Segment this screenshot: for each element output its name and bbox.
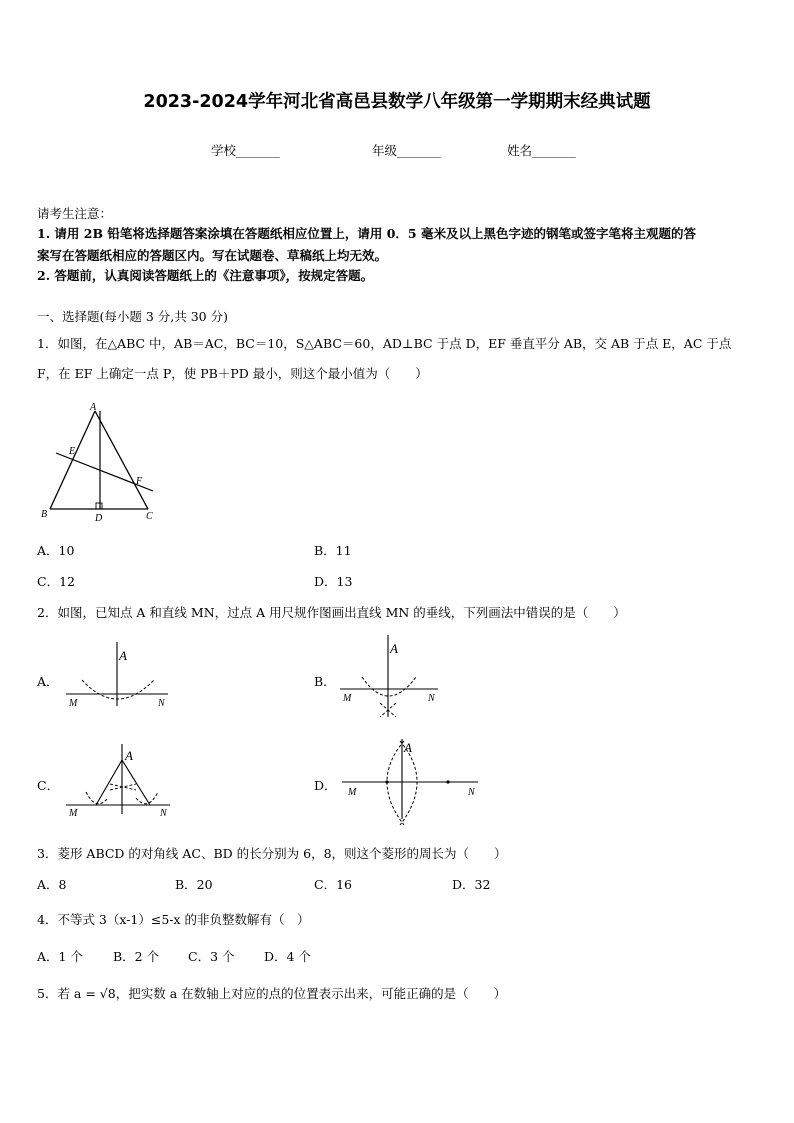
fig-c-label-a: A	[125, 748, 133, 763]
q2-figure-b	[340, 633, 450, 723]
q1-text-line2: F，在 EF 上确定一点 P，使 PB＋PD 最小，则这个最小值为（ ）	[37, 366, 428, 381]
q4-text: 4．不等式 3（x-1）≤5-x 的非负整数解有（ ）	[37, 912, 310, 927]
q3-option-a[interactable]: A．8	[37, 877, 67, 892]
fig-b-label-m: M	[343, 693, 352, 704]
fig-b-label-a: A	[390, 641, 398, 656]
fig-d-label-a: A	[404, 740, 412, 755]
q4-option-d[interactable]: D．4 个	[264, 949, 311, 964]
notice-line-3: 2. 答题前，认真阅读答题纸上的《注意事项》，按规定答题。	[37, 268, 374, 283]
label-b: B	[41, 509, 48, 520]
fig-c-label-n: N	[160, 808, 167, 819]
q2-figure-a	[66, 640, 176, 710]
q5-text: 5．若 a = √8，把实数 a 在数轴上对应的点的位置表示出来，可能正确的是（ ）	[37, 986, 507, 1001]
q2-option-d[interactable]: D．	[314, 778, 337, 793]
q1-option-d[interactable]: D．13	[314, 574, 353, 589]
grade-field: 年级_______	[372, 143, 441, 158]
q1-option-b[interactable]: B．11	[314, 543, 352, 558]
label-f: F	[136, 476, 143, 487]
q1-text-line1: 1．如图，在△ABC 中，AB＝AC，BC＝10，S△ABC＝60，AD⊥BC 于点 D，EF 垂直平分 AB，交 AB 于点 E，AC 于点	[37, 336, 732, 351]
label-d: D	[95, 513, 103, 524]
section-heading: 一、选择题(每小题 3 分,共 30 分)	[37, 309, 228, 324]
q1-triangle-figure	[38, 398, 163, 526]
label-c: C	[146, 511, 153, 522]
notice-line-2: 案写在答题纸相应的答题区内。写在试题卷、草稿纸上均无效。	[37, 248, 388, 263]
q4-option-b[interactable]: B．2 个	[113, 949, 160, 964]
q3-option-c[interactable]: C．16	[314, 877, 352, 892]
q1-option-c[interactable]: C．12	[37, 574, 75, 589]
q3-text: 3．菱形 ABCD 的对角线 AC、BD 的长分别为 6，8，则这个菱形的周长为（ ）	[37, 846, 507, 861]
q2-option-c[interactable]: C．	[37, 778, 60, 793]
q3-option-b[interactable]: B．20	[175, 877, 213, 892]
notice-line-1: 1. 请用 2B 铅笔将选择题答案涂填在答题纸相应位置上，请用 0．5 毫米及以上黑色字迹的钢笔或签字笔将主观题的答	[37, 226, 696, 241]
fig-c-label-m: M	[69, 808, 78, 819]
page-title: 2023-2024学年河北省高邑县数学八年级第一学期期末经典试题	[143, 92, 651, 112]
school-field: 学校_______	[211, 143, 280, 158]
q2-option-a[interactable]: A．	[37, 674, 59, 689]
fig-a-label-n: N	[158, 698, 165, 709]
q2-figure-d	[340, 735, 485, 830]
name-field: 姓名_______	[507, 143, 576, 158]
fig-d-label-m: M	[348, 787, 357, 798]
fig-d-label-n: N	[468, 787, 475, 798]
label-a: A	[90, 402, 97, 413]
notice-heading: 请考生注意：	[37, 206, 113, 221]
q1-option-a[interactable]: A．10	[37, 543, 75, 558]
q2-option-b[interactable]: B．	[314, 674, 336, 689]
q2-text: 2．如图，已知点 A 和直线 MN，过点 A 用尺规作图画出直线 MN 的垂线，下列画法中错误的是（ ）	[37, 605, 626, 620]
q4-option-c[interactable]: C．3 个	[188, 949, 235, 964]
q3-option-d[interactable]: D．32	[452, 877, 491, 892]
fig-a-label-m: M	[69, 698, 78, 709]
label-e: E	[69, 446, 76, 457]
fig-b-label-n: N	[428, 693, 435, 704]
q4-option-a[interactable]: A．1 个	[37, 949, 83, 964]
q2-figure-c	[66, 742, 178, 822]
fig-a-label-a: A	[119, 648, 127, 663]
